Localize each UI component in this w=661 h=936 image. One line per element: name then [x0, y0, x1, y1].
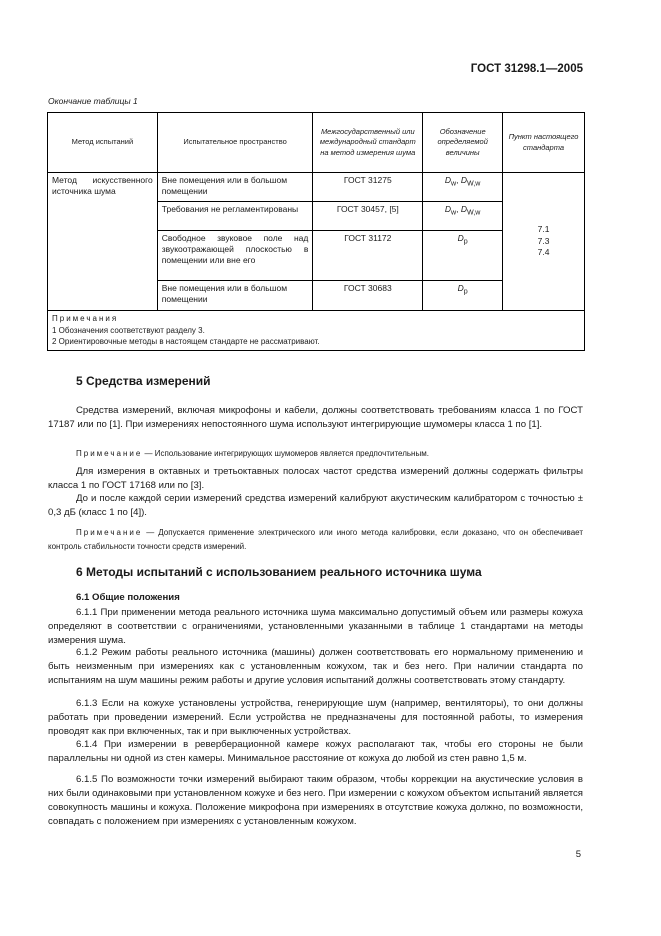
table-caption: Окончание таблицы 1 [48, 96, 138, 106]
clause-6-1-3: 6.1.3 Если на кожухе установлены устройства, генерирующие шум (например, вентиляторы), то они должны работать при проведении измерений. Если устройства не предназначены для постоянной работы, то измерения проводят как при включенных, так и при выключенных устройствах. [48, 698, 583, 737]
table-row [48, 173, 585, 202]
methods-table [47, 112, 585, 351]
note-text: — Допускается применение электрического или иного метода калибровки, если доказано, что он обеспечивает контроль стабильности точности средств измерений. [48, 528, 583, 551]
col-header-quantity: Обозначение определяемой величины [423, 113, 503, 173]
col-header-space: Испытательное пространство [157, 113, 313, 173]
quantity-cell: $D_p$ [423, 231, 503, 281]
clause-6-1-1: 6.1.1 При применении метода реального источника шума максимально допустимый объем или размеры кожуха определяют в соответствии с ограничениями, установленными указанными в таблице 1 стандартами на методы измерения шума. [48, 607, 583, 646]
col-header-standard: Межгосударственный или международный стандарт на метод измерения шума [313, 113, 423, 173]
clause-number: 7.1 [537, 223, 550, 234]
note-item: 2 Ориентировочные методы в настоящем стандарте не рассматривают. [52, 337, 320, 347]
section-5-paragraph: До и после каждой серии измерений средства измерений калибруют акустическим калибратором с точностью ± 0,3 дБ (класс 1 по [4]). [48, 493, 583, 518]
section-6-title: 6 Методы испытаний с использованием реального источника шума [76, 565, 482, 579]
section-5-title: 5 Средства измерений [76, 374, 211, 388]
clause-number: 7.3 [537, 235, 550, 246]
notes-title: Примечания [52, 314, 119, 323]
clause-number: 7.4 [537, 247, 550, 258]
document-header: ГОСТ 31298.1—2005 [470, 63, 583, 75]
page-number: 5 [575, 849, 581, 860]
method-cell: Метод искусственного источника шума [48, 173, 158, 311]
section-5-note [48, 447, 583, 461]
note-item: 1 Обозначения соответствуют разделу 3. [52, 325, 205, 335]
space-cell: Вне помещения или в большом помещении [157, 173, 313, 202]
clause-6-1-4: 6.1.4 При измерении в реверберационной камере кожух располагают так, чтобы его стороны не были параллельны ни одной из стен камеры. Минимальное расстояние от кожуха до любой из стен равно 1,5 м. [48, 739, 583, 764]
quantity-cell: $D_p$ [423, 281, 503, 311]
table-notes [48, 311, 585, 351]
note-label: Примечание [76, 528, 143, 537]
standard-cell: ГОСТ 31275 [313, 173, 423, 202]
space-cell: Требования не регламентированы [157, 202, 313, 231]
quantity-cell: $D_w$, $D_{W,w}$ [423, 173, 503, 202]
quantity-cell: $D_w$, $D_{W,w}$ [423, 202, 503, 231]
table-notes-row [48, 311, 585, 351]
subsection-6-1-title: 6.1 Общие положения [76, 592, 180, 603]
standard-cell: ГОСТ 31172 [313, 231, 423, 281]
clause-6-1-2: 6.1.2 Режим работы реального источника (машины) должен соответствовать его нормальному применению и быть неизменным при измерениях как с установленным кожухом, так и без него. При наличии стандарта по испытаниям на шум машины режим работы и другие условия испытаний должны соответствовать этому стандарту. [48, 647, 583, 686]
standard-cell: ГОСТ 30457, [5] [313, 202, 423, 231]
section-5-note [48, 526, 583, 554]
space-cell: Вне помещения или в большом помещении [157, 281, 313, 311]
col-header-clause: Пункт настоящего стандарта [503, 113, 585, 173]
clause-cell [503, 173, 585, 311]
table-header-row [48, 113, 585, 173]
note-text: — Использование интегрирующих шумомеров является предпочтительным. [142, 449, 429, 458]
space-cell: Свободное звуковое поле над звукоотражающей плоскостью в помещении или вне его [157, 231, 313, 281]
note-label: Примечание [76, 449, 143, 458]
col-header-method: Метод испытаний [48, 113, 158, 173]
section-5-paragraph: Средства измерений, включая микрофоны и кабели, должны соответствовать требованиям класса 1 по ГОСТ 17187 или по [1]. При измерениях непостоянного шума используют интегрирующие шумомеры класса 1 по [1]. [48, 405, 583, 430]
clause-6-1-5: 6.1.5 По возможности точки измерений выбирают таким образом, чтобы коррекции на акустические условия в них были одинаковыми при установленном кожухе и без него. При измерении с кожухом объектом испытаний является совокупность машины и кожуха. Положение микрофона при измерениях в отсутствие кожуха должно, по возможности, совпадать с положением при измерениях с установленным кожухом. [48, 774, 583, 827]
standard-cell: ГОСТ 30683 [313, 281, 423, 311]
section-5-paragraph: Для измерения в октавных и третьоктавных полосах частот средства измерений должны содержать фильтры класса 1 по ГОСТ 17168 или по [3]. [48, 466, 583, 491]
